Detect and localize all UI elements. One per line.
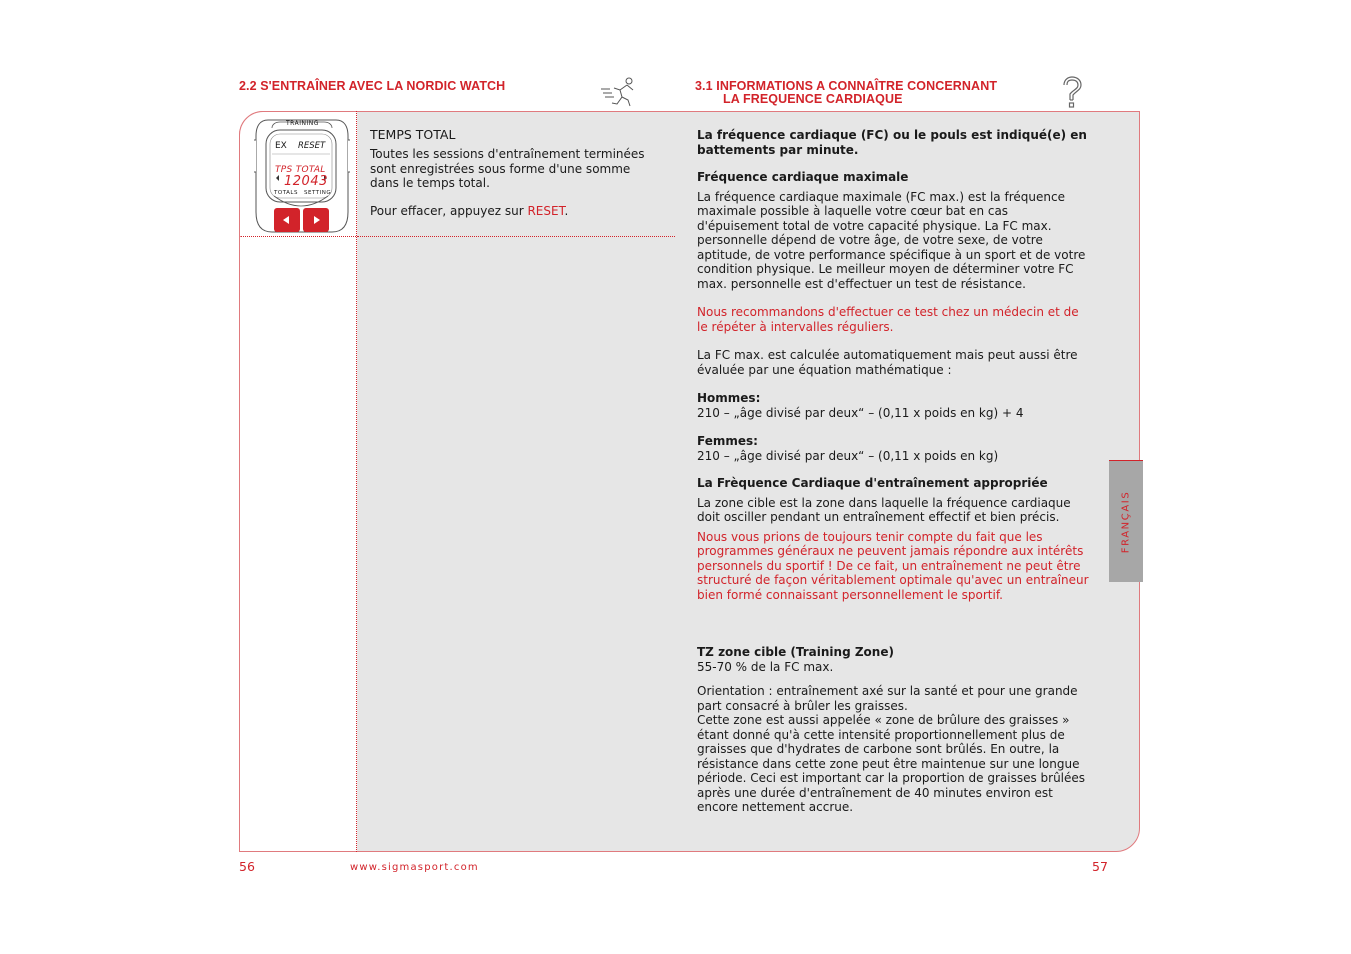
fcmax-text: La fréquence cardiaque maximale (FC max.) est la fréquence maximale possible à laquelle votre cœur bat en cas d'épuisement total de votre capacité physique. La FC max. personnelle dépend de votre âge, de votre sexe, de votre aptitude, de votre performance spécifique à un sport et de votre condition physique. Le meilleur moyen de déterminer votre FC max. personnelle est d'effectuer un test de résistance. — [697, 189, 1086, 291]
watch-bottom-left-label: TOTALS — [274, 190, 298, 196]
right-section-title-line1: 3.1 INFORMATIONS A CONNAÎTRE CONCERNANT — [695, 79, 998, 93]
watch-display-line2: 12043 — [284, 174, 328, 189]
men-label: Hommes: — [697, 391, 761, 405]
fcmax-heading: Fréquence cardiaque maximale — [697, 170, 909, 184]
watch-top-label: TRAINING — [286, 120, 319, 127]
zone-text: Cette zone est aussi appelée « zone de brûlure des graisses » étant donné qu'à cette intensité proportionnellement plus de graisses que d'hydrates de carbone sont brûlés. En outre, la résistance dans cette zone peut être maintenue sur une longue période. Ceci est important car la proportion de graisses brûlées après une durée d'entraînement de 40 minutes environ est encore nettement accrue. — [697, 713, 1086, 814]
women-label: Femmes: — [697, 434, 758, 448]
erase-instruction — [370, 204, 662, 219]
question-mark-icon — [1059, 76, 1085, 114]
calc-text: La FC max. est calculée automatiquement mais peut aussi être évaluée par une équation mathématique : — [697, 348, 1078, 377]
horizontal-divider — [357, 236, 675, 237]
language-tab — [1109, 460, 1143, 582]
watch-ex-label: EX — [275, 141, 287, 151]
website-url[interactable]: www.sigmasport.com — [350, 862, 479, 873]
training-text: La zone cible est la zone dans laquelle la fréquence cardiaque doit osciller pendant un entraînement effectif et bien précis. — [697, 495, 1071, 524]
women-formula: 210 – „âge divisé par deux“ – (0,11 x poids en kg) — [697, 448, 999, 463]
language-tab-label: FRANÇAIS — [1120, 490, 1132, 553]
erase-text: Pour effacer, appuyez sur — [370, 203, 528, 218]
erase-end: . — [564, 203, 569, 218]
right-section-title-line2: LA FREQUENCE CARDIAQUE — [723, 92, 903, 106]
training-heading: La Frèquence Cardiaque d'entraînement appropriée — [697, 476, 1048, 490]
watch-display-line1: TPS TOTAL — [275, 165, 326, 175]
left-page-number: 56 — [239, 859, 255, 874]
right-content — [697, 128, 1091, 815]
tz-range: 55-70 % de la FC max. — [697, 659, 834, 674]
left-heading: TEMPS TOTAL — [370, 127, 456, 142]
left-column-divider — [240, 236, 356, 237]
intro-text: La fréquence cardiaque (FC) ou le pouls est indiqué(e) en battements par minute. — [697, 128, 1087, 157]
left-paragraph: Toutes les sessions d'entraînement terminées sont enregistrées sous forme d'une somme dans le temps total. — [370, 147, 645, 190]
training-note: Nous vous prions de toujours tenir compte du fait que les programmes généraux ne peuvent jamais répondre aux intérêts personnels du sportif ! De ce fait, un entraînement ne peut être structuré de façon véritablement optimale qu'avec un entraîneur bien formé connaissant personnellement le sportif. — [697, 529, 1089, 602]
men-formula: 210 – „âge divisé par deux“ – (0,11 x poids en kg) + 4 — [697, 405, 1024, 420]
recommend-text: Nous recommandons d'effectuer ce test chez un médecin et de le répéter à intervalles réguliers. — [697, 305, 1079, 334]
runner-icon — [600, 76, 638, 112]
left-section-title: 2.2 S'ENTRAÎNER AVEC LA NORDIC WATCH — [239, 79, 506, 93]
orientation-text: Orientation : entraînement axé sur la santé et pour une grande part consacré à brûler les graisses. — [697, 684, 1078, 713]
right-page-number: 57 — [1092, 859, 1108, 874]
vertical-divider — [356, 111, 357, 852]
watch-bottom-right-label: SETTING — [304, 190, 332, 196]
reset-keyword: RESET — [527, 203, 565, 218]
tz-heading: TZ zone cible (Training Zone) — [697, 645, 894, 659]
watch-reset-label: RESET — [298, 141, 326, 151]
